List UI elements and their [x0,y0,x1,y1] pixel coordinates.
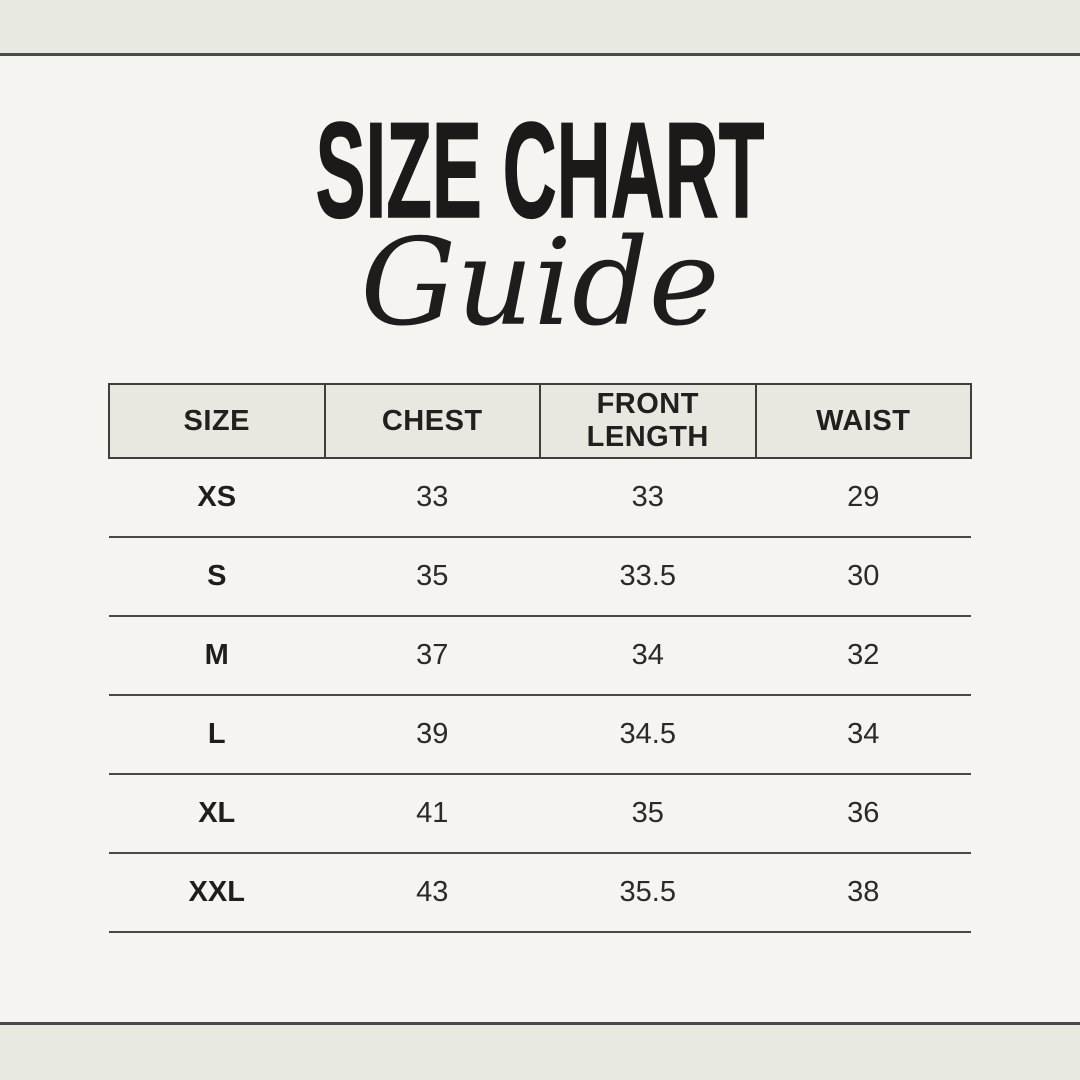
size-table-body [109,458,971,932]
size-table [108,383,972,933]
measurement-cell: 33 [325,458,541,537]
column-header-size: SIZE [109,384,325,458]
table-row [109,458,971,537]
measurement-cell: 36 [756,774,972,853]
measurement-cell: 38 [756,853,972,932]
table-row [109,774,971,853]
table-row [109,695,971,774]
size-cell: XL [109,774,325,853]
table-row [109,616,971,695]
column-header-front-length: FRONT LENGTH [540,384,756,458]
table-row [109,853,971,932]
measurement-cell: 35 [540,774,756,853]
size-cell: XS [109,458,325,537]
measurement-cell: 33.5 [540,537,756,616]
column-header-waist: WAIST [756,384,972,458]
measurement-cell: 33 [540,458,756,537]
measurement-cell: 32 [756,616,972,695]
column-header-chest: CHEST [325,384,541,458]
measurement-cell: 43 [325,853,541,932]
measurement-cell: 35.5 [540,853,756,932]
size-cell: XXL [109,853,325,932]
page-title: SIZE CHART [315,94,765,246]
measurement-cell: 29 [756,458,972,537]
header-row [109,384,971,458]
measurement-cell: 30 [756,537,972,616]
measurement-cell: 39 [325,695,541,774]
content-sheet [0,53,1080,1025]
measurement-cell: 34 [540,616,756,695]
measurement-cell: 34.5 [540,695,756,774]
size-table-head [109,384,971,458]
measurement-cell: 37 [325,616,541,695]
size-cell: S [109,537,325,616]
table-row [109,537,971,616]
measurement-cell: 35 [325,537,541,616]
size-cell: M [109,616,325,695]
measurement-cell: 41 [325,774,541,853]
size-cell: L [109,695,325,774]
page-subtitle: Guide [360,214,720,353]
measurement-cell: 34 [756,695,972,774]
